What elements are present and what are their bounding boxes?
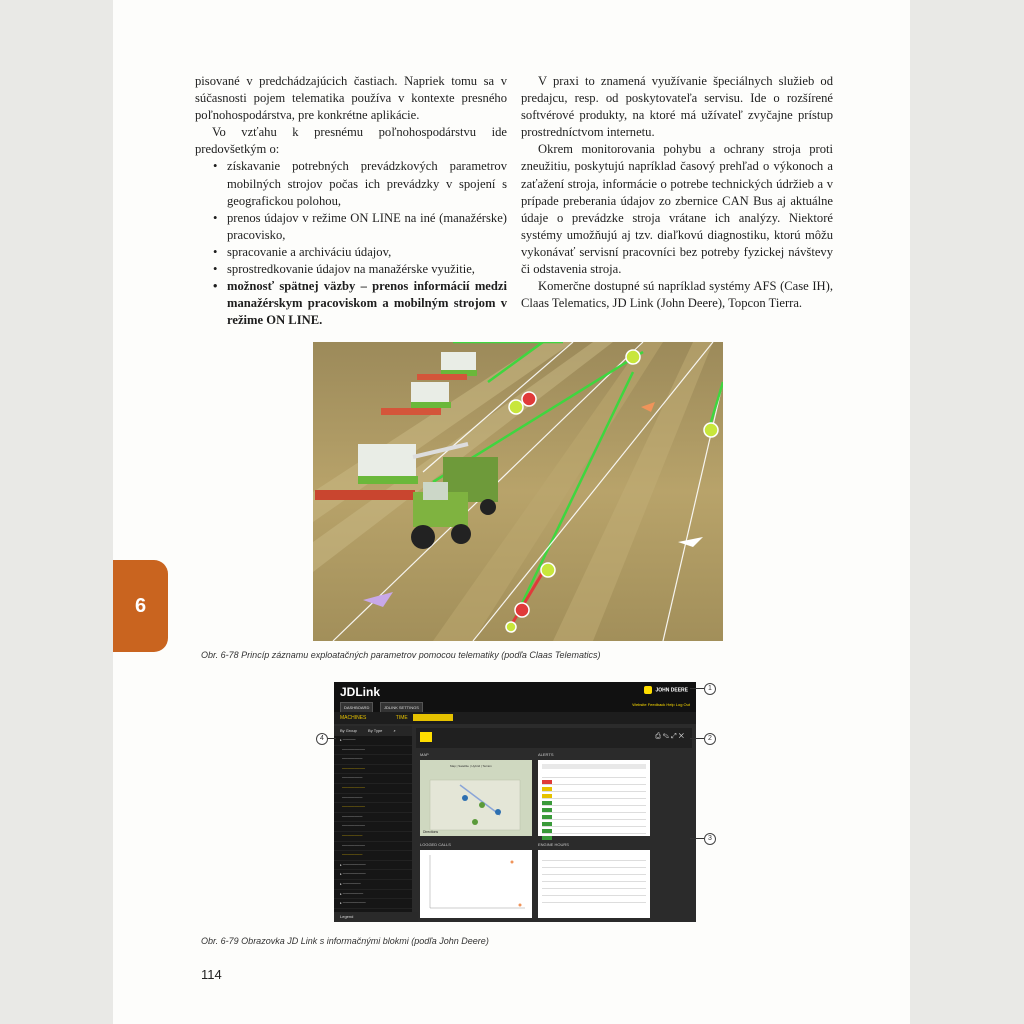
list-item: • sprostredkovanie údajov na manažérske využitie, <box>227 261 507 278</box>
list-item[interactable]: ▸ ──────── <box>334 890 412 900</box>
paragraph: pisované v predchádzajúcich častiach. Napriek tomu sa v súčasnosti pojem telematika používa v kontexte presného poľnohospodárstva, pre konkrétne aplikácie. <box>195 74 507 123</box>
list-item[interactable]: ──────── <box>334 851 412 861</box>
map-title: MAP <box>420 752 429 757</box>
logged-calls-chart <box>420 850 532 918</box>
map-pin-icon <box>462 795 468 801</box>
list-item[interactable]: ───────── <box>334 746 412 756</box>
callout-1: 1 <box>704 683 716 695</box>
time-label: TIME <box>395 715 408 721</box>
directions-link[interactable]: Directions <box>423 830 439 834</box>
list-item[interactable]: ───────── <box>334 822 412 832</box>
field-illustration <box>313 342 723 641</box>
logged-calls-panel <box>420 850 532 918</box>
left-text-column <box>195 73 507 329</box>
list-item-bold: • možnosť spätnej väzby – prenos informácií medzi manažérskym pracoviskom a mobilným strojom v režime ON LINE. <box>227 278 507 329</box>
chapter-tab: 6 <box>113 560 168 652</box>
list-item: • prenos údajov v režime ON LINE na iné (manažérske) pracovisko, <box>227 210 507 244</box>
legend-button[interactable]: Legend <box>334 912 418 922</box>
list-item[interactable]: ▸ ───────── <box>334 861 412 871</box>
map-canvas <box>420 760 532 836</box>
engine-hours-panel <box>538 850 650 918</box>
paragraph: V praxi to znamená využívanie špeciálnych služieb od predajcu, resp. od poskytovateľa servisu. Ide o rozšírené softvérové produkty, na ktoré má užívateľ zvyčajne prístup prostredníctvom internetu. <box>521 74 833 140</box>
map-pin-icon <box>472 819 478 825</box>
list-item: • spracovanie a archiváciu údajov, <box>227 244 507 261</box>
list-item[interactable]: ──────── <box>334 794 412 804</box>
brand-label: JOHN DEERE <box>655 687 688 694</box>
callout-3: 3 <box>704 833 716 845</box>
bullet-list <box>207 158 507 329</box>
callout-line <box>690 688 704 689</box>
map-pin-icon <box>495 809 501 815</box>
list-item[interactable]: ───────── <box>334 842 412 852</box>
alerts-panel <box>538 760 650 836</box>
filter-tabs <box>334 726 412 736</box>
machines-label: MACHINES <box>340 715 367 721</box>
top-menu[interactable]: Website Feedback Help Log Out <box>632 702 690 707</box>
map-type-buttons[interactable]: Map | Satellite | Hybrid | Terrain <box>450 764 492 768</box>
list-item[interactable]: ──────── <box>334 832 412 842</box>
harvest-telematics-photo <box>313 342 723 641</box>
list-item: • získavanie potrebných prevádzkových parametrov mobilných strojov počas ich prevádzky v spojení s geografickou polohou, <box>227 158 507 209</box>
machine-icon <box>420 732 432 742</box>
list-item[interactable]: ▸ ───────── <box>334 899 412 909</box>
jdlink-header <box>334 682 696 712</box>
search-icon[interactable]: ⌕ <box>393 728 396 733</box>
list-item[interactable]: ───────── <box>334 784 412 794</box>
list-item[interactable]: ▸ ─────── <box>334 880 412 890</box>
toolbar-icons[interactable]: ⎙ ✎ ⤢ ✕ <box>655 733 684 740</box>
logged-calls-title: LOGGED CALLS <box>420 842 451 847</box>
tab-jdlink-settings[interactable]: JDLINK SETTINGS <box>380 702 423 714</box>
callout-2: 2 <box>704 733 716 745</box>
engine-hours-title: ENGINE HOURS <box>538 842 569 847</box>
list-item[interactable]: ▸ ───── <box>334 736 412 746</box>
alerts-title: ALERTS <box>538 752 554 757</box>
list-item[interactable]: ──────── <box>334 774 412 784</box>
map-pin-icon <box>479 802 485 808</box>
tab-by-type[interactable]: By Type <box>368 728 383 733</box>
callout-4: 4 <box>316 733 328 745</box>
list-item[interactable]: ──────── <box>334 813 412 823</box>
right-text-column <box>521 73 833 312</box>
machines-bar <box>334 712 696 724</box>
jdlink-screenshot <box>334 682 696 922</box>
list-item[interactable]: ───────── <box>334 765 412 775</box>
figure-caption: Obr. 6-78 Princíp záznamu exploatačných parametrov pomocou telematiky (podľa Claas Telematics) <box>201 650 601 660</box>
john-deere-logo <box>644 686 688 694</box>
machine-list-sidebar <box>334 726 412 922</box>
paragraph: Vo vzťahu k presnému poľnohospodárstvu ide predovšetkým o: <box>195 125 507 157</box>
tab-by-group[interactable]: By Group <box>340 728 357 733</box>
paragraph: Okrem monitorovania pohybu a ochrany stroja proti zneužitiu, poskytujú napríklad časový prehľad o výkonoch a zaťažení stroja, informácie o potrebe technických údržieb a v prípade preberania údajov zo zbernice CAN Bus aj aktuálne údaje o prevádzke stroja vrátane ich analýzy. Niektoré systémy umožňujú aj tzv. diaľkovú diagnostiku, ktorú môžu vykonávať servisní pracovníci bez potreby fyzickej návštevy či odstavenia stroja. <box>521 142 833 277</box>
jdlink-logo: JDLink <box>340 685 381 699</box>
paragraph: Komerčne dostupné sú napríklad systémy AFS (Case IH), Claas Telematics, JD Link (John Deere), Topcon Tierra. <box>521 279 833 311</box>
list-item[interactable]: ───────── <box>334 803 412 813</box>
map-panel[interactable] <box>420 760 532 836</box>
time-selector[interactable] <box>413 714 453 721</box>
list-item[interactable]: ──────── <box>334 755 412 765</box>
page-number: 114 <box>201 967 222 982</box>
alerts-table <box>542 764 646 834</box>
list-item[interactable]: ▸ ───────── <box>334 870 412 880</box>
deer-icon <box>644 686 652 694</box>
callout-line <box>690 738 704 739</box>
engine-hours-table <box>542 854 646 909</box>
callout-line <box>690 838 704 839</box>
figure-caption: Obr. 6-79 Obrazovka JD Link s informačnými blokmi (podľa John Deere) <box>201 936 489 946</box>
tab-dashboard[interactable]: DASHBOARD <box>340 702 373 714</box>
machine-info-header <box>416 728 692 748</box>
